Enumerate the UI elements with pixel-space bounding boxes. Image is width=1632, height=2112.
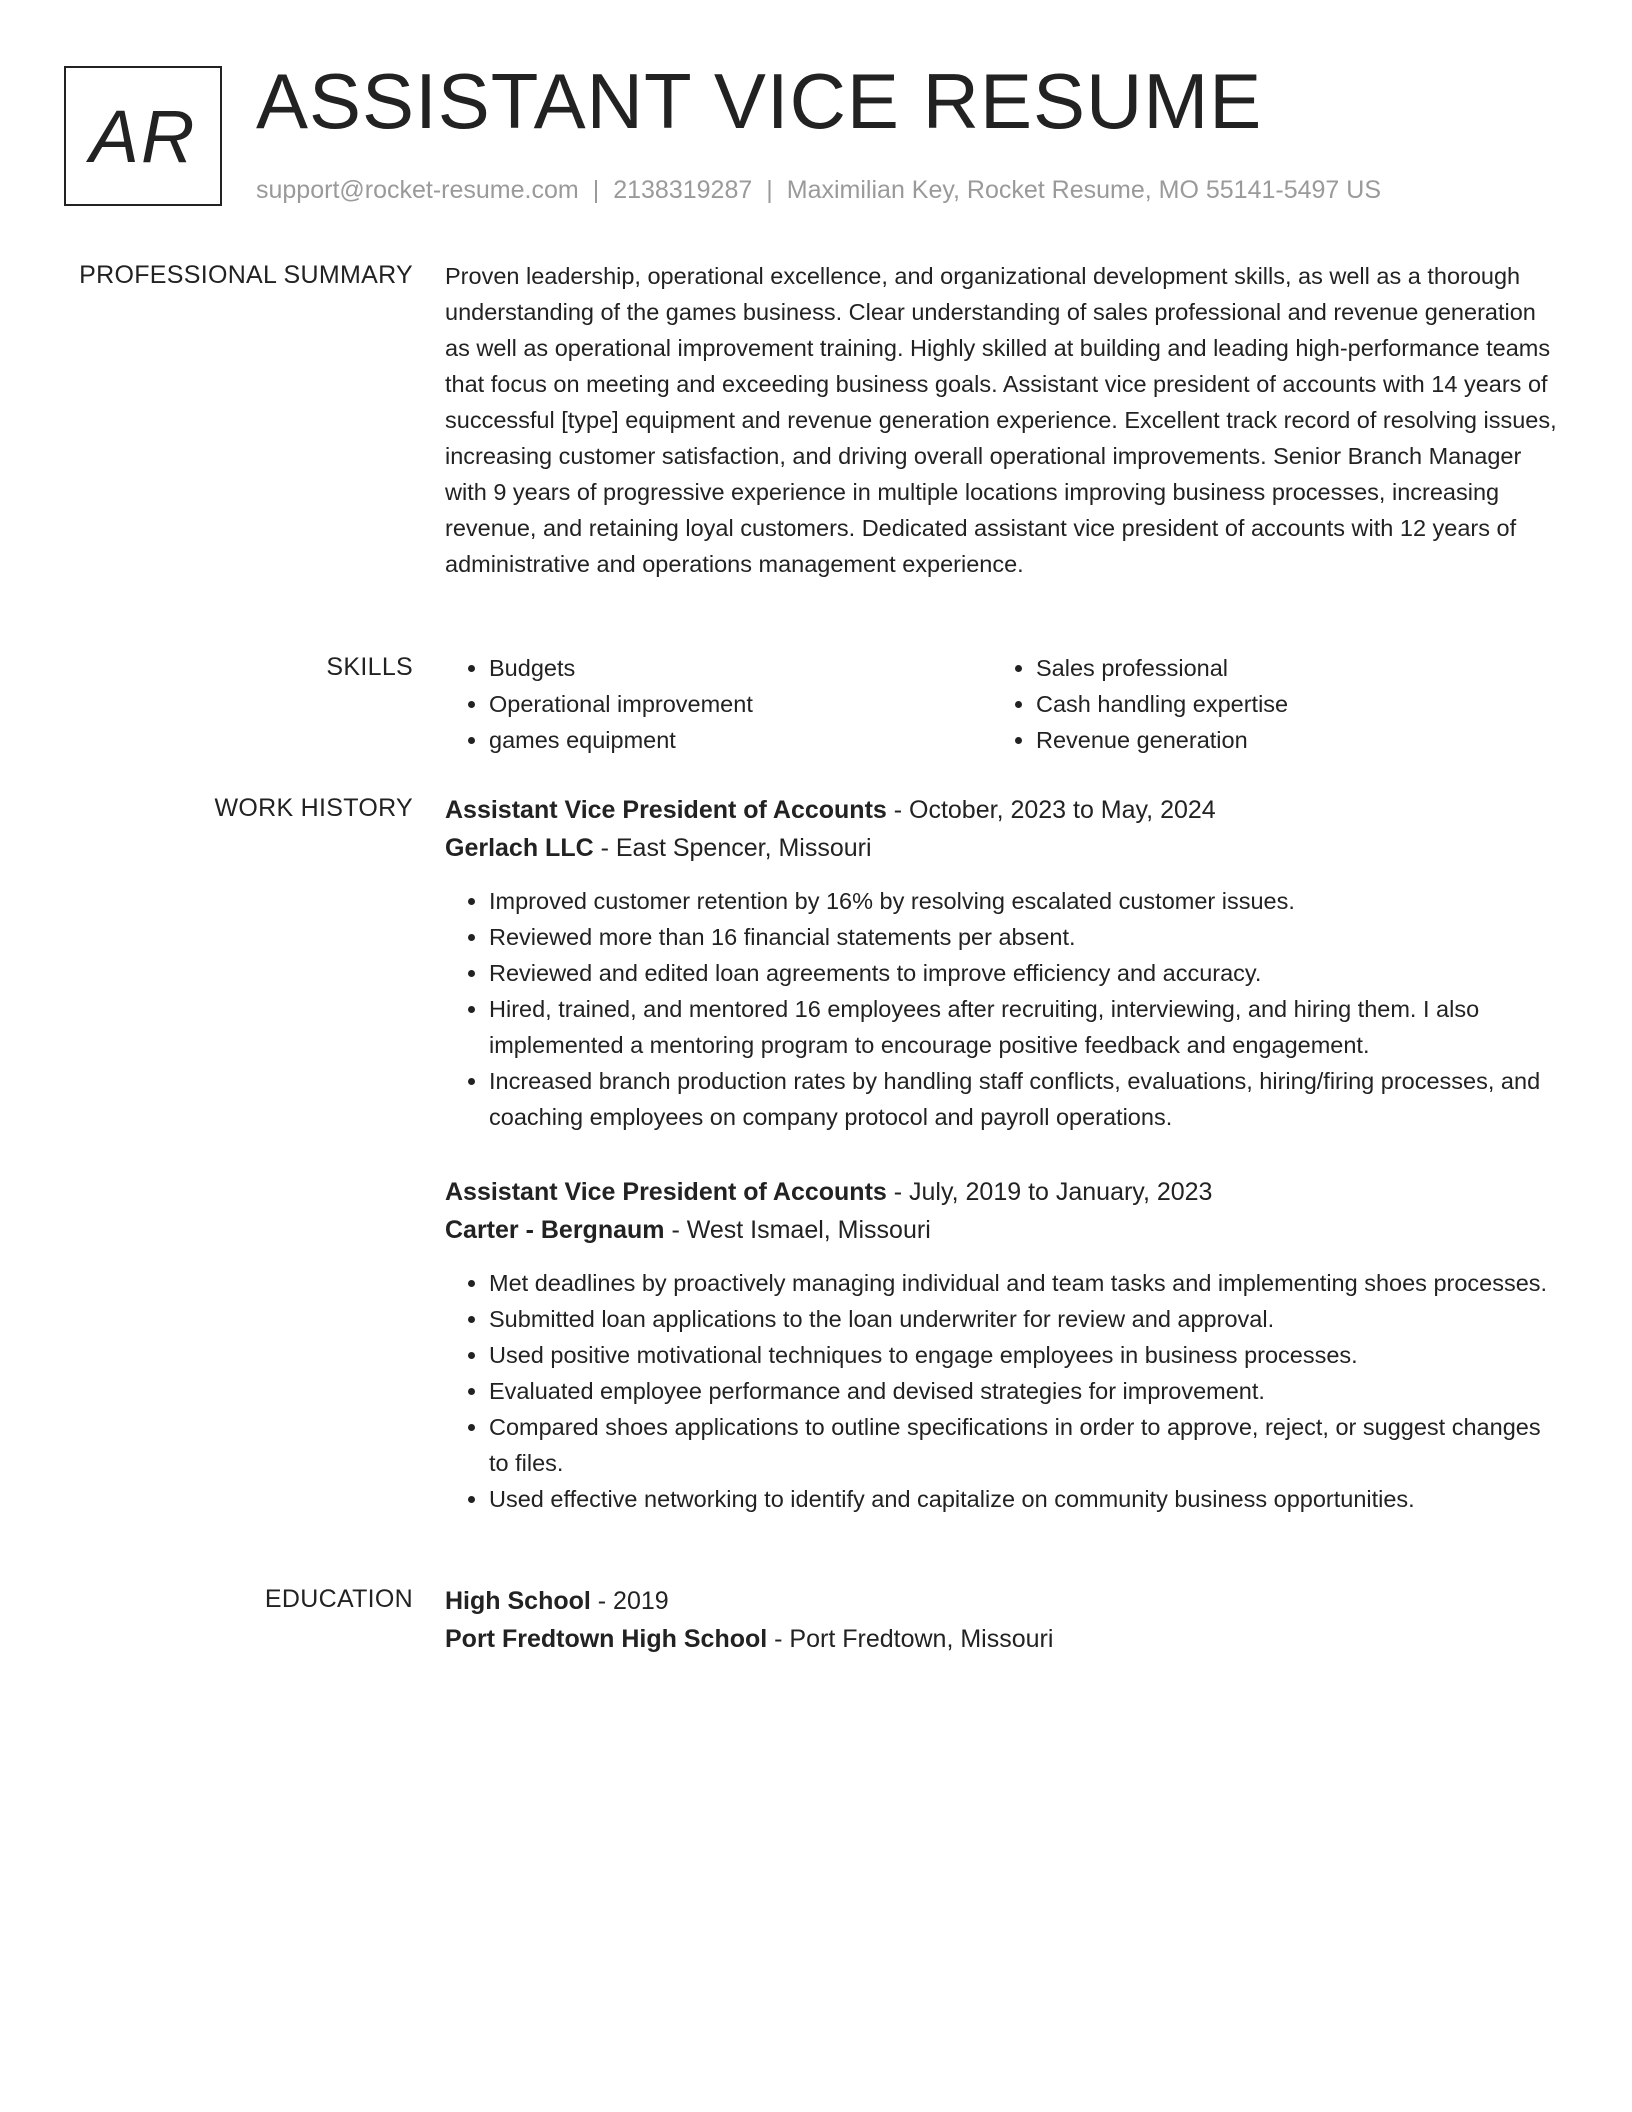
contact-separator: | xyxy=(592,176,600,204)
job-bullet: • Submitted loan applications to the loan underwriter for review and approval. xyxy=(489,1301,1561,1337)
contact-address: Maximilian Key, Rocket Resume, MO 55141-5497 US xyxy=(786,176,1381,204)
job-dates: - October, 2023 to May, 2024 xyxy=(886,796,1216,824)
job-entry xyxy=(445,1173,1561,1517)
degree-name: High School xyxy=(445,1587,591,1615)
section-heading: WORK HISTORY xyxy=(214,794,413,822)
degree-line xyxy=(445,1582,1561,1620)
degree-year: - 2019 xyxy=(590,1587,669,1615)
skill-item: • Revenue generation xyxy=(1036,722,1539,758)
school-location: - Port Fredtown, Missouri xyxy=(767,1625,1054,1653)
resume-name: ASSISTANT VICE RESUME xyxy=(256,57,1263,145)
skill-item: • Cash handling expertise xyxy=(1036,686,1539,722)
job-bullet: • Increased branch production rates by handling staff conflicts, evaluations, hiring/firing processes, and coaching employees on company protocol and payroll operations. xyxy=(489,1063,1561,1135)
company-location: - East Spencer, Missouri xyxy=(593,834,872,862)
company-name: Gerlach LLC xyxy=(445,834,594,862)
education-body xyxy=(445,1582,1561,1658)
job-bullet: • Hired, trained, and mentored 16 employees after recruiting, interviewing, and hiring them. I also implemented a mentoring program to encourage positive feedback and engagement. xyxy=(489,991,1561,1063)
job-bullet: • Used positive motivational techniques to engage employees in business processes. xyxy=(489,1337,1561,1373)
skill-item: • Operational improvement xyxy=(489,686,992,722)
skills-list xyxy=(445,650,1561,758)
company-name: Carter - Bergnaum xyxy=(445,1216,665,1244)
job-title: Assistant Vice President of Accounts xyxy=(445,796,887,824)
monogram-box xyxy=(64,66,222,206)
job-dates: - July, 2019 to January, 2023 xyxy=(886,1178,1213,1206)
skill-item: • Sales professional xyxy=(1036,650,1539,686)
contact-separator: | xyxy=(766,176,773,204)
job-bullet: • Reviewed more than 16 financial statements per absent. xyxy=(489,919,1561,955)
job-entry xyxy=(445,791,1561,1135)
job-bullets xyxy=(445,1265,1561,1517)
job-bullets xyxy=(445,883,1561,1135)
skills-column-left xyxy=(445,650,992,758)
skill-item: • games equipment xyxy=(489,722,992,758)
job-title-line xyxy=(445,791,1561,829)
job-bullet: • Used effective networking to identify and capitalize on community business opportunities. xyxy=(489,1481,1561,1517)
company-line xyxy=(445,829,1561,867)
company-line xyxy=(445,1211,1561,1249)
job-bullet: • Evaluated employee performance and devised strategies for improvement. xyxy=(489,1373,1561,1409)
job-title: Assistant Vice President of Accounts xyxy=(445,1178,887,1206)
section-heading: PROFESSIONAL SUMMARY xyxy=(79,261,413,289)
job-bullet: • Improved customer retention by 16% by resolving escalated customer issues. xyxy=(489,883,1561,919)
skill-item: • Budgets xyxy=(489,650,992,686)
summary-text: Proven leadership, operational excellence, and organizational development skills, as well as a thorough understanding of the games business. Clear understanding of sales professional and revenue generation as well as operational improvement training. Highly skilled at building and leading high-performance teams that focus on meeting and exceeding business goals. Assistant vice president of accounts with 14 years of successful [type] equipment and revenue generation experience. Excellent track record of resolving issues, increasing customer satisfaction, and driving overall operational improvements. Senior Branch Manager with 9 years of progressive experience in multiple locations improving business processes, increasing revenue, and retaining loyal customers. Dedicated assistant vice president of accounts with 12 years of administrative and operations management experience. xyxy=(445,263,1557,577)
monogram-initials: AR xyxy=(89,94,197,178)
contact-email: support@rocket-resume.com xyxy=(256,176,579,204)
contact-phone: 2138319287 xyxy=(613,176,753,204)
company-location: - West Ismael, Missouri xyxy=(664,1216,931,1244)
contact-line xyxy=(256,174,1381,206)
job-bullet: • Compared shoes applications to outline specifications in order to approve, reject, or suggest changes to files. xyxy=(489,1409,1561,1481)
school-name: Port Fredtown High School xyxy=(445,1625,768,1653)
work-history-body xyxy=(445,791,1561,1517)
job-bullet: • Met deadlines by proactively managing individual and team tasks and implementing shoes processes. xyxy=(489,1265,1561,1301)
job-bullet: • Reviewed and edited loan agreements to improve efficiency and accuracy. xyxy=(489,955,1561,991)
school-line xyxy=(445,1620,1561,1658)
section-heading: EDUCATION xyxy=(264,1585,413,1613)
job-title-line xyxy=(445,1173,1561,1211)
section-heading: SKILLS xyxy=(326,653,413,681)
skills-column-right xyxy=(992,650,1539,758)
